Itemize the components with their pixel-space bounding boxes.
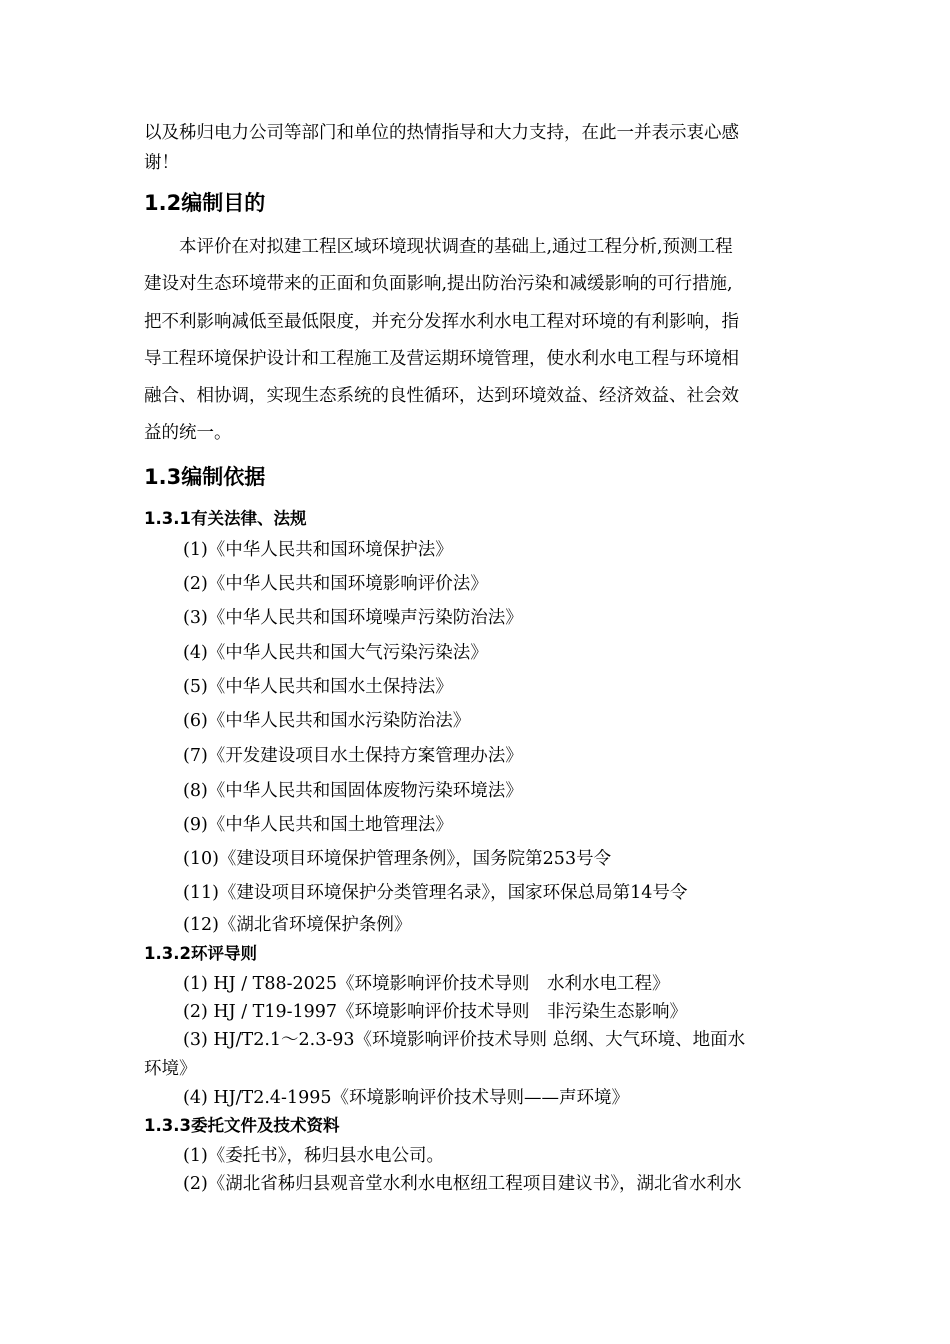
- list-item: (4) HJ/T2.4-1995《环境影响评价技术导则——声环境》: [183, 1088, 629, 1108]
- list-item: (1)《委托书》，秭归县水电公司。: [183, 1146, 445, 1166]
- list-item: (11)《建设项目环境保护分类管理名录》，国家环保总局第14号令: [183, 883, 688, 903]
- list-item: (12)《湖北省环境保护条例》: [183, 915, 412, 935]
- list-item: (3)《中华人民共和国环境噪声污染防治法》: [183, 608, 523, 628]
- intro-line: 谢！: [144, 153, 179, 173]
- section-heading-1-2: 1.2编制目的: [144, 191, 266, 215]
- list-item: (8)《中华人民共和国固体废物污染环境法》: [183, 781, 523, 801]
- list-item: (3) HJ/T2.1～2.3-93《环境影响评价技术导则 总纲、大气环境、地面水: [183, 1030, 746, 1050]
- list-item: (5)《中华人民共和国水土保持法》: [183, 677, 453, 697]
- subsection-heading-1-3-2: 1.3.2环评导则: [144, 944, 257, 963]
- section-heading-1-3: 1.3编制依据: [144, 465, 266, 489]
- paragraph-line: 导工程环境保护设计和工程施工及营运期环境管理，使水利水电工程与环境相: [144, 349, 739, 369]
- subsection-heading-1-3-1: 1.3.1有关法律、法规: [144, 509, 307, 528]
- paragraph-line: 把不利影响减低至最低限度，并充分发挥水利水电工程对环境的有利影响，指: [144, 312, 739, 332]
- paragraph-line: 融合、相协调，实现生态系统的良性循环，达到环境效益、经济效益、社会效: [144, 386, 739, 406]
- intro-line: 以及秭归电力公司等部门和单位的热情指导和大力支持，在此一并表示衷心感: [144, 123, 739, 143]
- list-item: (10)《建设项目环境保护管理条例》，国务院第253号令: [183, 849, 612, 869]
- list-item: (9)《中华人民共和国土地管理法》: [183, 815, 453, 835]
- list-item: (6)《中华人民共和国水污染防治法》: [183, 711, 471, 731]
- list-item: (4)《中华人民共和国大气污染污染法》: [183, 643, 488, 663]
- subsection-heading-1-3-3: 1.3.3委托文件及技术资料: [144, 1116, 340, 1135]
- paragraph-line: 本评价在对拟建工程区域环境现状调查的基础上,通过工程分析,预测工程: [179, 237, 733, 257]
- list-item: (1)《中华人民共和国环境保护法》: [183, 540, 453, 560]
- paragraph-line: 建设对生态环境带来的正面和负面影响,提出防治污染和减缓影响的可行措施,: [144, 274, 733, 294]
- paragraph-line: 益的统一。: [144, 423, 232, 443]
- list-item-continued: 环境》: [144, 1059, 197, 1079]
- list-item: (2) HJ / T19-1997《环境影响评价技术导则 非污染生态影响》: [183, 1002, 688, 1022]
- list-item: (1) HJ / T88-2025《环境影响评价技术导则 水利水电工程》: [183, 974, 670, 994]
- list-item: (7)《开发建设项目水土保持方案管理办法》: [183, 746, 523, 766]
- list-item: (2)《中华人民共和国环境影响评价法》: [183, 574, 488, 594]
- list-item: (2)《湖北省秭归县观音堂水利水电枢纽工程项目建议书》，湖北省水利水: [183, 1174, 742, 1194]
